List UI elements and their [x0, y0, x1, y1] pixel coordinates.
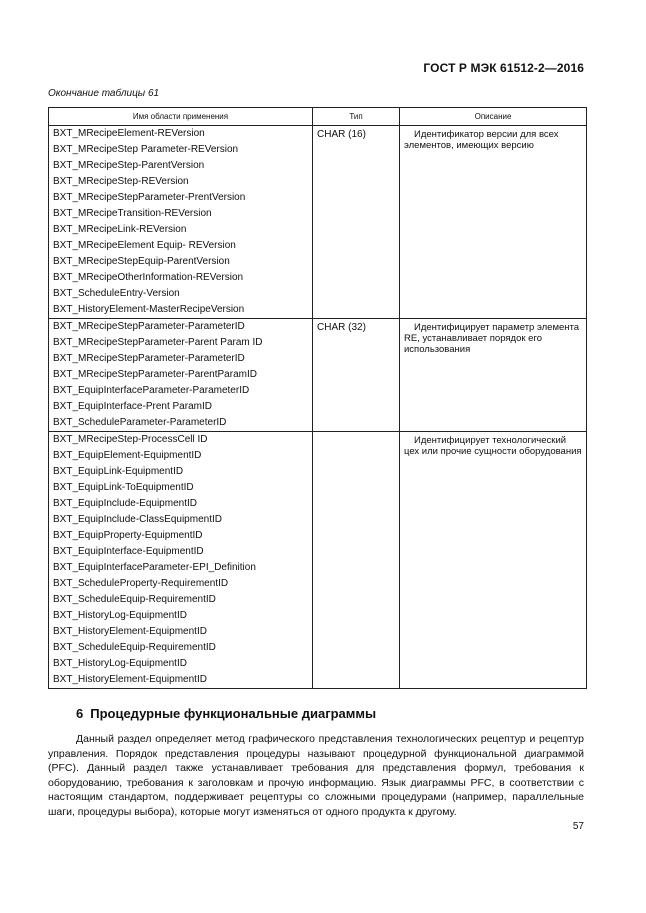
scope-name: BXT_MRecipeStepParameter-ParameterID	[53, 353, 245, 364]
description-cell	[400, 126, 587, 319]
scope-name: BXT_HistoryLog-EquipmentID	[53, 610, 187, 621]
scope-name: BXT_HistoryElement-EquipmentID	[53, 626, 207, 637]
section-heading	[76, 706, 376, 721]
table-row	[49, 319, 587, 432]
scope-name: BXT_ScheduleEquip-RequirementID	[53, 642, 216, 653]
description-text: Идентификатор версии для всех элементов, имеющих версию	[404, 129, 559, 151]
section-title: Процедурные функциональные диаграммы	[90, 706, 377, 721]
scope-name: BXT_MRecipeTransition-REVersion	[53, 208, 212, 219]
scope-name: BXT_MRecipeStep-ProcessCell ID	[53, 434, 208, 445]
scope-name: BXT_MRecipeStepParameter-Parent Param ID	[53, 337, 263, 348]
scope-name: BXT_EquipInclude-ClassEquipmentID	[53, 514, 222, 525]
table-header-row	[49, 108, 587, 126]
scope-name: BXT_MRecipeElement Equip- REVersion	[53, 240, 236, 251]
scope-name: BXT_EquipLink-ToEquipmentID	[53, 482, 194, 493]
scope-name: BXT_MRecipeStep-ParentVersion	[53, 160, 205, 171]
document-standard-header: ГОСТ Р МЭК 61512-2—2016	[423, 61, 584, 75]
scope-name: BXT_MRecipeStepParameter-ParameterID	[53, 321, 245, 332]
table-body	[49, 126, 587, 689]
scope-name: BXT_MRecipeStep-REVersion	[53, 176, 189, 187]
scope-name: BXT_EquipInterfaceParameter-EPI_Definition	[53, 562, 256, 573]
scope-name: BXT_ScheduleEquip-RequirementID	[53, 594, 216, 605]
type-cell: CHAR (16)	[313, 126, 400, 319]
table-row	[49, 126, 587, 319]
scope-name: BXT_ScheduleProperty-RequirementID	[53, 578, 229, 589]
table-row	[49, 432, 587, 689]
description-text: Идентифицирует технологический цех или прочие сущности оборудования	[404, 435, 582, 457]
description-text: Идентифицирует параметр элемента RE, устанавливает порядок его использования	[404, 322, 580, 355]
scope-name: BXT_MRecipeStepParameter-ParentParamID	[53, 369, 257, 380]
scope-name: BXT_MRecipeStep Parameter-REVersion	[53, 144, 239, 155]
description-cell	[400, 319, 587, 432]
page-number: 57	[572, 821, 584, 832]
scope-names-cell	[49, 126, 313, 319]
scope-name: BXT_MRecipeOtherInformation-REVersion	[53, 272, 244, 283]
table-caption: Окончание таблицы 61	[48, 88, 160, 99]
column-header-type: Тип	[313, 108, 400, 126]
scope-name: BXT_MRecipeLink-REVersion	[53, 224, 187, 235]
section-number: 6	[76, 706, 84, 721]
type-cell: CHAR (32)	[313, 319, 400, 432]
scope-name: BXT_ScheduleParameter-ParameterID	[53, 417, 227, 428]
scope-name: BXT_HistoryElement-MasterRecipeVersion	[53, 304, 245, 315]
scope-name: BXT_MRecipeStepParameter-PrentVersion	[53, 192, 246, 203]
type-cell	[313, 432, 400, 689]
scope-name: BXT_EquipInclude-EquipmentID	[53, 498, 197, 509]
column-header-scope-name: Имя области применения	[49, 108, 313, 126]
scope-name: BXT_ScheduleEntry-Version	[53, 288, 180, 299]
scope-name: BXT_MRecipeElement-REVersion	[53, 128, 205, 139]
scope-name: BXT_EquipInterfaceParameter-ParameterID	[53, 385, 250, 396]
scope-names-cell	[49, 319, 313, 432]
description-cell	[400, 432, 587, 689]
scope-name: BXT_EquipInterface-EquipmentID	[53, 546, 204, 557]
scope-names-cell	[49, 432, 313, 689]
scope-table	[48, 107, 587, 689]
scope-name: BXT_EquipInterface-Prent ParamID	[53, 401, 212, 412]
scope-name: BXT_HistoryLog-EquipmentID	[53, 658, 187, 669]
scope-name: BXT_HistoryElement-EquipmentID	[53, 674, 207, 685]
section-paragraph: Данный раздел определяет метод графического представления технологических рецептур и рецептур управления. Порядок представления процедуры называют процедурной функциональной диаграммой (PFC). Данный раздел также устанавливает требования для представления формул, требования к оборудованию, требования к заголовкам и прочую информацию. Язык диаграммы PFC, в соответствии с настоящим стандартом, поддерживает рецептуры со сложными процедурами (например, параллельные шаги, процедуры выбора), которые могут изменяться от одного продукта к другому.	[48, 733, 584, 818]
scope-name: BXT_EquipLink-EquipmentID	[53, 466, 184, 477]
column-header-description: Описание	[400, 108, 587, 126]
scope-name: BXT_EquipProperty-EquipmentID	[53, 530, 203, 541]
scope-name: BXT_EquipElement-EquipmentID	[53, 450, 202, 461]
scope-name: BXT_MRecipeStepEquip-ParentVersion	[53, 256, 230, 267]
